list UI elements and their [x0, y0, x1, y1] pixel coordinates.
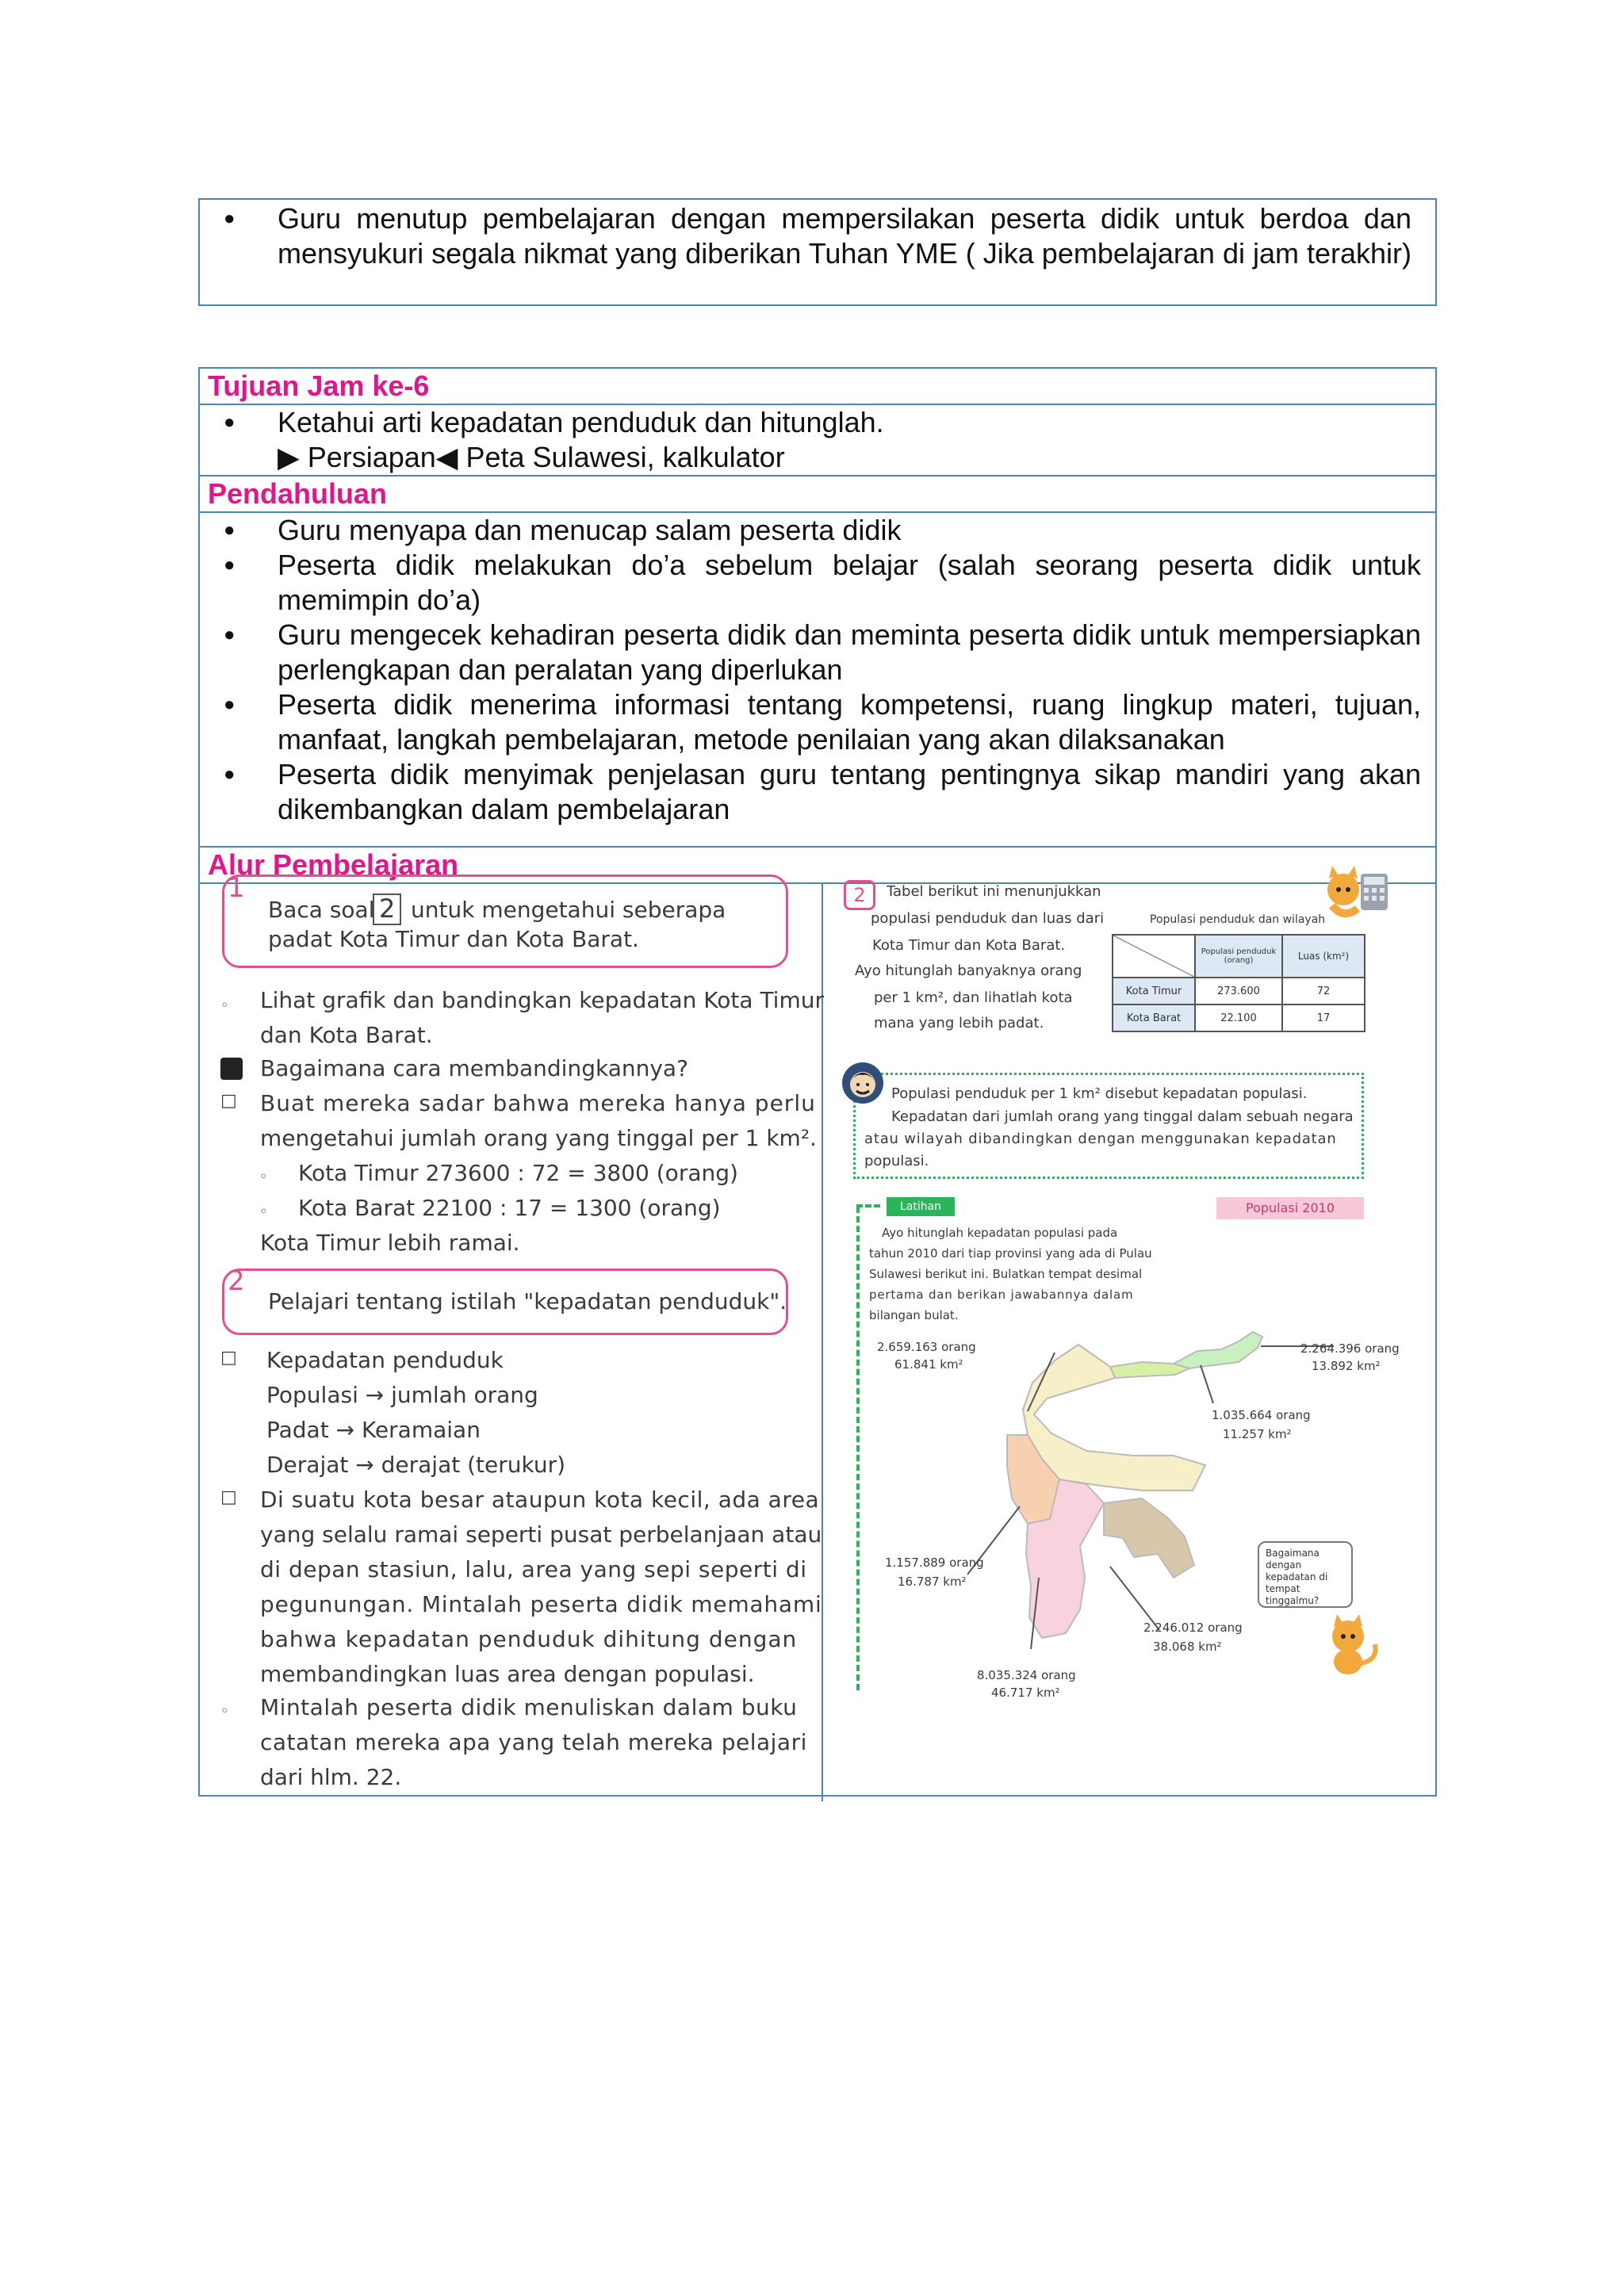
step2-number: 2 [228, 1265, 245, 1297]
list-item: ● Peserta didik menerima informasi tentang kompetensi, ruang lingkup materi, tujuan, manfaat, langkah pembelajaran, metode penilaian yang akan dilaksanakan [200, 687, 1421, 757]
exercise-line-1: Ayo hitunglah kepadatan populasi pada [882, 1226, 1118, 1240]
left-line-p3: di depan stasiun, lalu, area yang sepi seperti di [260, 1556, 807, 1582]
definition-line-1: Populasi penduduk per 1 km² disebut kepadatan populasi. [891, 1085, 1308, 1102]
problem-text-6: mana yang lebih padat. [874, 1015, 1044, 1031]
black-square-bullet [220, 1058, 243, 1080]
row-name: Kota Barat [1113, 1004, 1195, 1031]
left-line-m3: Padat → Keramaian [266, 1417, 481, 1443]
closing-table [198, 198, 1437, 306]
gorontalo-region [1110, 1362, 1189, 1378]
step2-text: Pelajari tentang istilah "kepadatan penduduk". [268, 1288, 787, 1314]
definition-line-4: populasi. [864, 1153, 929, 1169]
latihan-arrow [856, 1204, 880, 1207]
list-item: ● Guru mengecek kehadiran peserta didik dan meminta peserta didik untuk mempersiapkan perlengkapan dan peralatan yang diperlukan [200, 618, 1421, 687]
persiapan-line: ▶ Persiapan◀ Peta Sulawesi, kalkulator [278, 441, 785, 473]
left-line-7: Kota Barat 22100 : 17 = 1300 (orang) [298, 1195, 721, 1221]
square-bullet: □ [220, 1487, 237, 1507]
left-line-5: mengetahui jumlah orang yang tinggal per 1 km². [260, 1125, 817, 1151]
left-line-8: Kota Timur lebih ramai. [260, 1230, 520, 1256]
left-line-1: Lihat grafik dan bandingkan kepadatan Kota Timur [260, 987, 824, 1013]
definition-line-3: atau wilayah dibandingkan dengan menggunakan kepadatan [864, 1131, 1337, 1147]
population-table [1112, 934, 1365, 1032]
left-line-p5: bahwa kepadatan penduduk dihitung dengan [260, 1626, 798, 1652]
speech-bubble: Bagaimana dengan kepadatan di tempat tinggalmu? [1258, 1541, 1353, 1608]
cat-illustration [1320, 1613, 1386, 1679]
left-line-m4: Derajat → derajat (terukur) [266, 1452, 566, 1478]
alur-title: Alur Pembelajaran [200, 848, 1435, 884]
left-line-q1: Mintalah peserta didik menuliskan dalam buku [260, 1694, 798, 1720]
ring-bullet: ◦ [259, 1203, 268, 1220]
left-line-3: Bagaimana cara membandingkannya? [260, 1055, 688, 1081]
pendahuluan-cell [200, 513, 1435, 848]
left-line-q3: dari hlm. 22. [260, 1764, 402, 1790]
problem-text-5: per 1 km², dan lihatlah kota [874, 989, 1073, 1006]
list-item: ● Guru menyapa dan menucap salam peserta didik [200, 513, 1421, 548]
step1-number: 1 [228, 872, 245, 904]
problem-badge: 2 [844, 880, 875, 910]
left-line-p6: membandingkan luas area dengan populasi. [260, 1661, 755, 1687]
exercise-line-5: bilangan bulat. [869, 1308, 959, 1322]
ring-bullet: ◦ [220, 997, 229, 1014]
exercise-line-2: tahun 2010 dari tiap provinsi yang ada di Pulau [869, 1246, 1152, 1261]
map-label-a: 2.264.396 orang [1300, 1341, 1400, 1356]
map-label-b: 46.717 km² [991, 1686, 1060, 1700]
map-label-b: 38.068 km² [1153, 1640, 1222, 1654]
sulawesi-utara-region [1174, 1332, 1262, 1368]
exercise-line-4: pertama dan berikan jawabannya dalam [869, 1288, 1134, 1302]
pendahuluan-title: Pendahuluan [200, 476, 1435, 513]
col-header-pop: Populasi penduduk (orang) [1195, 935, 1282, 978]
map-label-a: 2.659.163 orang [877, 1340, 976, 1354]
tujuan-title: Tujuan Jam ke-6 [200, 369, 1435, 405]
map-label-b: 61.841 km² [894, 1357, 963, 1372]
map-label-a: 2.246.012 orang [1143, 1621, 1243, 1635]
closing-item: ● Guru menutup pembelajaran dengan mempersilakan peserta didik untuk berdoa dan mensyukuri segala nikmat yang diberikan Tuhan YME ( Jika pembelajaran di jam terakhir) [200, 201, 1435, 271]
cat-calculator-illustration [1316, 863, 1392, 926]
left-line-4: Buat mereka sadar bahwa mereka hanya perlu [260, 1090, 816, 1116]
problem-text-1: Tabel berikut ini menunjukkan [887, 883, 1101, 900]
step1-text-b: untuk mengetahui seberapa [411, 897, 726, 923]
step1-text-a: Baca soal [268, 897, 375, 923]
tujuan-item: ● Ketahui arti kepadatan penduduk dan hitunglah. [200, 405, 1419, 440]
latihan-badge: Latihan [887, 1197, 955, 1216]
tujuan-cell [200, 405, 1435, 476]
left-line-p2: yang selalu ramai seperti pusat perbelanjaan atau [260, 1521, 822, 1548]
map-label-a: 1.035.664 orang [1212, 1408, 1311, 1422]
list-item: ● Peserta didik menyimak penjelasan guru tentang pentingnya sikap mandiri yang akan dikembangkan dalam pembelajaran [200, 757, 1421, 827]
row-pop: 22.100 [1195, 1004, 1282, 1031]
left-line-p4: pegunungan. Mintalah peserta didik memahami [260, 1591, 822, 1617]
problem-text-2: populasi penduduk dan luas dari [871, 910, 1105, 927]
step1-text-c: padat Kota Timur dan Kota Barat. [268, 926, 639, 952]
definition-line-2: Kepadatan dari jumlah orang yang tinggal dalam sebuah negara [891, 1108, 1354, 1125]
left-line-m2: Populasi → jumlah orang [266, 1382, 538, 1408]
green-vline [856, 1207, 860, 1690]
problem-text-4: Ayo hitunglah banyaknya orang [855, 962, 1082, 979]
square-bullet: □ [220, 1091, 237, 1111]
ring-bullet: ◦ [259, 1169, 268, 1185]
row-luas: 17 [1282, 1004, 1365, 1031]
step1-num-inline: 2 [379, 894, 396, 924]
map-label-b: 11.257 km² [1223, 1427, 1292, 1441]
table-title: Populasi penduduk dan wilayah [1150, 913, 1326, 926]
row-pop: 273.600 [1195, 978, 1282, 1004]
map-label-b: 16.787 km² [898, 1575, 967, 1589]
list-item: ● Peserta didik melakukan do’a sebelum belajar (salah seorang peserta didik untuk memimpin do’a) [200, 548, 1421, 618]
left-line-2: dan Kota Barat. [260, 1022, 433, 1048]
row-name: Kota Timur [1113, 978, 1195, 1004]
map-label-a: 1.157.889 orang [885, 1556, 984, 1570]
map-label-b: 13.892 km² [1312, 1359, 1381, 1373]
left-line-m1: Kepadatan penduduk [266, 1347, 504, 1373]
populasi-2010-tag: Populasi 2010 [1216, 1197, 1364, 1219]
col-header-luas: Luas (km²) [1282, 935, 1365, 978]
map-label-a: 8.035.324 orang [977, 1668, 1076, 1682]
square-bullet: □ [220, 1348, 237, 1368]
sulawesi-tenggara-region [1104, 1498, 1194, 1578]
teacher-avatar-icon [841, 1061, 885, 1105]
left-line-p1: Di suatu kota besar ataupun kota kecil, ada area [260, 1487, 820, 1513]
left-line-6: Kota Timur 273600 : 72 = 3800 (orang) [298, 1160, 738, 1186]
row-luas: 72 [1282, 978, 1365, 1004]
table-corner [1113, 935, 1195, 978]
left-line-q2: catatan mereka apa yang telah mereka pelajari [260, 1729, 807, 1755]
exercise-line-3: Sulawesi berikut ini. Bulatkan tempat desimal [869, 1267, 1143, 1281]
problem-text-3: Kota Timur dan Kota Barat. [872, 937, 1066, 954]
column-divider [822, 884, 823, 1801]
ring-bullet: ◦ [220, 1703, 229, 1720]
